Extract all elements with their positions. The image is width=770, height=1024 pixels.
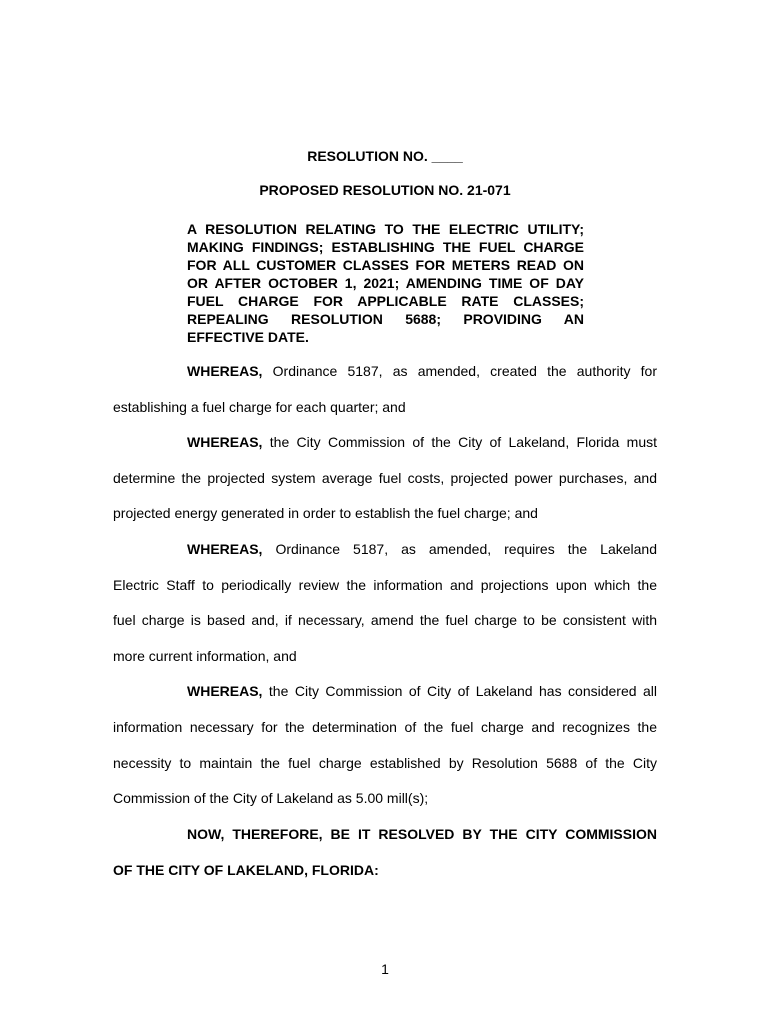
whereas-label: WHEREAS,	[187, 363, 263, 379]
whereas-paragraph-1-line: establishing a fuel charge for each quarter; and	[113, 399, 406, 415]
whereas-paragraph-4-line: WHEREAS, the City Commission of City of Lakeland has considered all	[187, 683, 658, 699]
whereas-paragraph-2-line: projected energy generated in order to establish the fuel charge; and	[113, 505, 538, 521]
resolved-clause-line: NOW, THEREFORE, BE IT RESOLVED BY THE CITY COMMISSION	[187, 826, 657, 842]
page-number: 1	[381, 961, 389, 977]
resolved-clause-line: OF THE CITY OF LAKELAND, FLORIDA:	[113, 862, 379, 878]
whereas-paragraph-4-line: Commission of the City of Lakeland as 5.00 mill(s);	[113, 790, 429, 806]
whereas-paragraph-4-line: necessity to maintain the fuel charge established by Resolution 5688 of the City	[113, 755, 657, 771]
whereas-label: WHEREAS,	[187, 683, 263, 699]
whereas-paragraph-2-line: WHEREAS, the City Commission of the City of Lakeland, Florida must	[187, 434, 657, 450]
title-line: OR AFTER OCTOBER 1, 2021; AMENDING TIME OF DAY	[187, 275, 584, 291]
whereas-paragraph-3-line: WHEREAS, Ordinance 5187, as amended, requires the Lakeland	[187, 541, 657, 557]
whereas-paragraph-4-line: information necessary for the determination of the fuel charge and recognizes the	[113, 719, 657, 735]
whereas-label: WHEREAS,	[187, 541, 263, 557]
title-line: REPEALING RESOLUTION 5688; PROVIDING AN	[187, 311, 584, 327]
title-line: A RESOLUTION RELATING TO THE ELECTRIC UTILITY;	[187, 221, 584, 237]
title-line: FUEL CHARGE FOR APPLICABLE RATE CLASSES;	[187, 293, 584, 309]
title-line: EFFECTIVE DATE.	[187, 329, 309, 345]
title-line: MAKING FINDINGS; ESTABLISHING THE FUEL CHARGE	[187, 239, 584, 255]
whereas-paragraph-2-line: determine the projected system average fuel costs, projected power purchases, and	[113, 470, 657, 486]
resolution-title	[187, 220, 584, 346]
whereas-paragraph-3-line: Electric Staff to periodically review the information and projections upon which the	[113, 577, 657, 593]
whereas-label: WHEREAS,	[187, 434, 263, 450]
whereas-paragraph-3-line: fuel charge is based and, if necessary, amend the fuel charge to be consistent with	[113, 612, 657, 628]
whereas-paragraph-1-line: WHEREAS, Ordinance 5187, as amended, created the authority for	[187, 363, 658, 379]
resolution-number: RESOLUTION NO. ____	[307, 148, 463, 164]
title-line: FOR ALL CUSTOMER CLASSES FOR METERS READ ON	[187, 257, 584, 273]
proposed-resolution-number: PROPOSED RESOLUTION NO. 21-071	[259, 182, 511, 198]
whereas-paragraph-3-line: more current information, and	[113, 648, 297, 664]
